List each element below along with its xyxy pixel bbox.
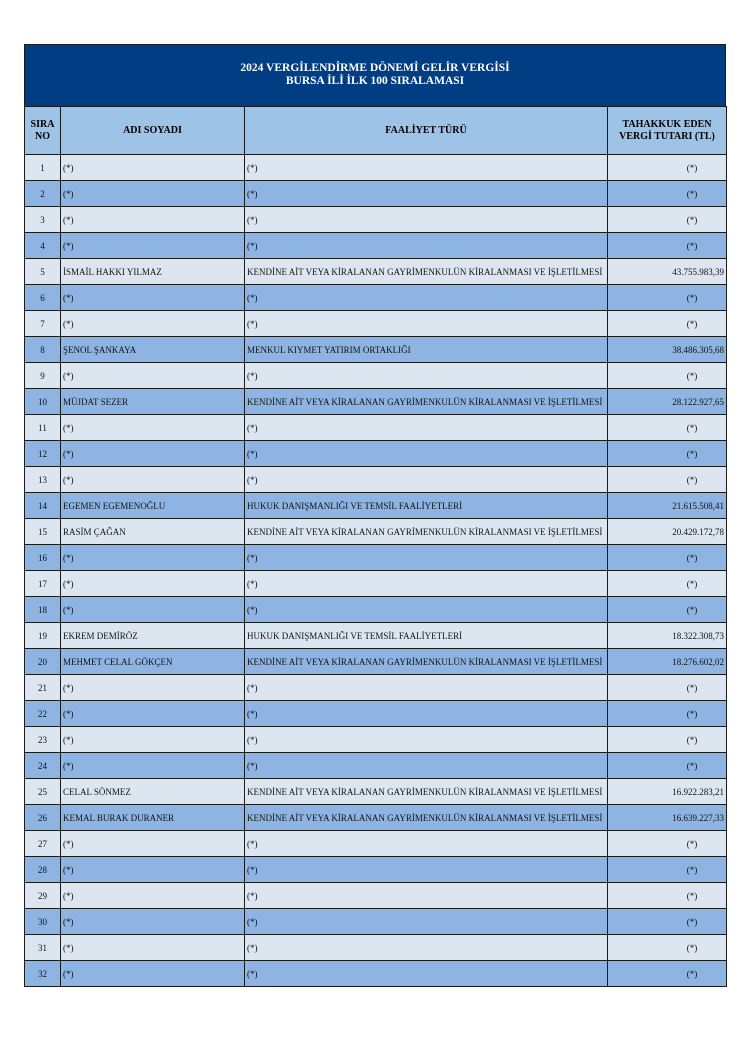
header-tutar-line-2: VERGİ TUTARI (TL) [619, 130, 715, 142]
cell-sira-no: 3 [25, 207, 61, 233]
cell-sira-no: 20 [25, 649, 61, 675]
table-row [25, 805, 727, 831]
table-title [24, 44, 726, 106]
cell-faaliyet-turu: (*) [245, 181, 608, 207]
cell-sira-no: 13 [25, 467, 61, 493]
table-row [25, 701, 727, 727]
cell-faaliyet-turu: (*) [245, 155, 608, 181]
table-row [25, 779, 727, 805]
cell-sira-no: 5 [25, 259, 61, 285]
cell-faaliyet-turu: KENDİNE AİT VEYA KİRALANAN GAYRİMENKULÜN KİRALANMASI VE İŞLETİLMESİ [245, 779, 608, 805]
cell-sira-no: 15 [25, 519, 61, 545]
cell-faaliyet-turu: (*) [245, 571, 608, 597]
header-vergi-tutari [608, 107, 727, 155]
header-sira-no [25, 107, 61, 155]
cell-vergi-tutari: 43.755.983,39 [608, 259, 727, 285]
table-row [25, 675, 727, 701]
cell-sira-no: 7 [25, 311, 61, 337]
cell-adi-soyadi: (*) [61, 727, 245, 753]
cell-adi-soyadi: (*) [61, 571, 245, 597]
cell-adi-soyadi: (*) [61, 675, 245, 701]
cell-vergi-tutari: (*) [608, 701, 727, 727]
tax-ranking-sheet [24, 44, 726, 987]
header-row [25, 107, 727, 155]
cell-vergi-tutari: 16.922.283,21 [608, 779, 727, 805]
cell-vergi-tutari: 18.322.308,73 [608, 623, 727, 649]
cell-faaliyet-turu: (*) [245, 233, 608, 259]
cell-adi-soyadi: EKREM DEMİRÖZ [61, 623, 245, 649]
table-row [25, 363, 727, 389]
cell-vergi-tutari: (*) [608, 181, 727, 207]
table-row [25, 207, 727, 233]
cell-sira-no: 8 [25, 337, 61, 363]
cell-sira-no: 17 [25, 571, 61, 597]
cell-sira-no: 16 [25, 545, 61, 571]
cell-sira-no: 9 [25, 363, 61, 389]
cell-adi-soyadi: (*) [61, 181, 245, 207]
cell-adi-soyadi: (*) [61, 909, 245, 935]
table-row [25, 181, 727, 207]
table-row [25, 753, 727, 779]
table-row [25, 389, 727, 415]
cell-faaliyet-turu: (*) [245, 467, 608, 493]
table-row [25, 597, 727, 623]
cell-sira-no: 11 [25, 415, 61, 441]
cell-adi-soyadi: (*) [61, 883, 245, 909]
cell-vergi-tutari: (*) [608, 857, 727, 883]
cell-vergi-tutari: (*) [608, 883, 727, 909]
cell-sira-no: 22 [25, 701, 61, 727]
cell-faaliyet-turu: (*) [245, 311, 608, 337]
cell-vergi-tutari: (*) [608, 961, 727, 987]
cell-faaliyet-turu: (*) [245, 909, 608, 935]
cell-adi-soyadi: (*) [61, 207, 245, 233]
cell-faaliyet-turu: HUKUK DANIŞMANLIĞI VE TEMSİL FAALİYETLERİ [245, 493, 608, 519]
cell-adi-soyadi: CELAL SÖNMEZ [61, 779, 245, 805]
cell-sira-no: 21 [25, 675, 61, 701]
cell-faaliyet-turu: (*) [245, 727, 608, 753]
table-row [25, 415, 727, 441]
cell-vergi-tutari: (*) [608, 571, 727, 597]
cell-adi-soyadi: (*) [61, 831, 245, 857]
cell-faaliyet-turu: KENDİNE AİT VEYA KİRALANAN GAYRİMENKULÜN KİRALANMASI VE İŞLETİLMESİ [245, 649, 608, 675]
cell-sira-no: 12 [25, 441, 61, 467]
table-row [25, 961, 727, 987]
cell-vergi-tutari: (*) [608, 155, 727, 181]
cell-sira-no: 18 [25, 597, 61, 623]
table-body [25, 155, 727, 987]
ranking-table [24, 106, 727, 987]
cell-faaliyet-turu: KENDİNE AİT VEYA KİRALANAN GAYRİMENKULÜN KİRALANMASI VE İŞLETİLMESİ [245, 259, 608, 285]
cell-adi-soyadi: (*) [61, 753, 245, 779]
cell-vergi-tutari: 28.122.927,65 [608, 389, 727, 415]
table-row [25, 545, 727, 571]
cell-faaliyet-turu: (*) [245, 961, 608, 987]
cell-faaliyet-turu: (*) [245, 415, 608, 441]
cell-sira-no: 10 [25, 389, 61, 415]
cell-adi-soyadi: (*) [61, 363, 245, 389]
cell-sira-no: 1 [25, 155, 61, 181]
cell-faaliyet-turu: (*) [245, 207, 608, 233]
cell-faaliyet-turu: (*) [245, 701, 608, 727]
cell-sira-no: 2 [25, 181, 61, 207]
cell-vergi-tutari: 21.615.508,41 [608, 493, 727, 519]
table-row [25, 259, 727, 285]
table-row [25, 467, 727, 493]
cell-faaliyet-turu: (*) [245, 363, 608, 389]
cell-faaliyet-turu: (*) [245, 935, 608, 961]
cell-sira-no: 19 [25, 623, 61, 649]
table-row [25, 623, 727, 649]
header-tutar-line-1: TAHAKKUK EDEN [622, 118, 712, 130]
cell-sira-no: 32 [25, 961, 61, 987]
cell-vergi-tutari: (*) [608, 753, 727, 779]
cell-vergi-tutari: (*) [608, 467, 727, 493]
cell-vergi-tutari: (*) [608, 909, 727, 935]
cell-faaliyet-turu: (*) [245, 753, 608, 779]
table-row [25, 831, 727, 857]
cell-vergi-tutari: (*) [608, 675, 727, 701]
cell-adi-soyadi: (*) [61, 597, 245, 623]
cell-faaliyet-turu: (*) [245, 441, 608, 467]
header-sira-line-1: SIRA [30, 118, 55, 130]
cell-vergi-tutari: (*) [608, 233, 727, 259]
cell-faaliyet-turu: (*) [245, 883, 608, 909]
cell-adi-soyadi: (*) [61, 233, 245, 259]
table-row [25, 337, 727, 363]
cell-sira-no: 14 [25, 493, 61, 519]
cell-adi-soyadi: (*) [61, 285, 245, 311]
cell-sira-no: 26 [25, 805, 61, 831]
table-row [25, 233, 727, 259]
table-row [25, 155, 727, 181]
cell-sira-no: 6 [25, 285, 61, 311]
cell-vergi-tutari: 16.639.227,33 [608, 805, 727, 831]
cell-adi-soyadi: (*) [61, 701, 245, 727]
cell-faaliyet-turu: (*) [245, 285, 608, 311]
cell-sira-no: 25 [25, 779, 61, 805]
header-faaliyet-turu: FAALİYET TÜRÜ [245, 107, 608, 155]
cell-adi-soyadi: (*) [61, 545, 245, 571]
cell-adi-soyadi: MÜJDAT SEZER [61, 389, 245, 415]
header-sira-line-2: NO [35, 130, 50, 142]
title-line-1: 2024 VERGİLENDİRME DÖNEMİ GELİR VERGİSİ [240, 62, 510, 74]
cell-vergi-tutari: (*) [608, 727, 727, 753]
table-row [25, 311, 727, 337]
cell-vergi-tutari: (*) [608, 831, 727, 857]
cell-vergi-tutari: (*) [608, 415, 727, 441]
cell-vergi-tutari: (*) [608, 207, 727, 233]
cell-faaliyet-turu: (*) [245, 545, 608, 571]
cell-adi-soyadi: (*) [61, 467, 245, 493]
cell-sira-no: 4 [25, 233, 61, 259]
cell-faaliyet-turu: MENKUL KIYMET YATIRIM ORTAKLIĞI [245, 337, 608, 363]
table-row [25, 649, 727, 675]
table-row [25, 519, 727, 545]
cell-adi-soyadi: (*) [61, 857, 245, 883]
table-row [25, 727, 727, 753]
cell-vergi-tutari: (*) [608, 545, 727, 571]
cell-faaliyet-turu: KENDİNE AİT VEYA KİRALANAN GAYRİMENKULÜN KİRALANMASI VE İŞLETİLMESİ [245, 805, 608, 831]
cell-sira-no: 30 [25, 909, 61, 935]
cell-adi-soyadi: RASİM ÇAĞAN [61, 519, 245, 545]
cell-vergi-tutari: (*) [608, 597, 727, 623]
cell-adi-soyadi: (*) [61, 935, 245, 961]
cell-vergi-tutari: (*) [608, 441, 727, 467]
cell-vergi-tutari: 18.276.602,02 [608, 649, 727, 675]
cell-faaliyet-turu: (*) [245, 857, 608, 883]
cell-vergi-tutari: 38.486.305,68 [608, 337, 727, 363]
cell-adi-soyadi: (*) [61, 311, 245, 337]
table-row [25, 285, 727, 311]
cell-adi-soyadi: (*) [61, 961, 245, 987]
table-row [25, 441, 727, 467]
title-line-2: BURSA İLİ İLK 100 SIRALAMASI [285, 75, 465, 87]
cell-faaliyet-turu: HUKUK DANIŞMANLIĞI VE TEMSİL FAALİYETLERİ [245, 623, 608, 649]
table-row [25, 883, 727, 909]
cell-adi-soyadi: (*) [61, 155, 245, 181]
table-row [25, 909, 727, 935]
table-row [25, 935, 727, 961]
cell-sira-no: 28 [25, 857, 61, 883]
cell-faaliyet-turu: (*) [245, 831, 608, 857]
cell-vergi-tutari: 20.429.172,78 [608, 519, 727, 545]
cell-adi-soyadi: İSMAİL HAKKI YILMAZ [61, 259, 245, 285]
cell-faaliyet-turu: (*) [245, 675, 608, 701]
cell-sira-no: 24 [25, 753, 61, 779]
table-row [25, 571, 727, 597]
cell-vergi-tutari: (*) [608, 935, 727, 961]
cell-vergi-tutari: (*) [608, 285, 727, 311]
cell-adi-soyadi: ŞENOL ŞANKAYA [61, 337, 245, 363]
cell-sira-no: 27 [25, 831, 61, 857]
table-row [25, 857, 727, 883]
cell-adi-soyadi: (*) [61, 415, 245, 441]
cell-adi-soyadi: (*) [61, 441, 245, 467]
cell-adi-soyadi: EGEMEN EGEMENOĞLU [61, 493, 245, 519]
cell-faaliyet-turu: (*) [245, 597, 608, 623]
cell-vergi-tutari: (*) [608, 363, 727, 389]
cell-adi-soyadi: MEHMET CELAL GÖKÇEN [61, 649, 245, 675]
cell-adi-soyadi: KEMAL BURAK DURANER [61, 805, 245, 831]
cell-sira-no: 29 [25, 883, 61, 909]
cell-sira-no: 31 [25, 935, 61, 961]
table-row [25, 493, 727, 519]
cell-vergi-tutari: (*) [608, 311, 727, 337]
cell-faaliyet-turu: KENDİNE AİT VEYA KİRALANAN GAYRİMENKULÜN KİRALANMASI VE İŞLETİLMESİ [245, 389, 608, 415]
cell-sira-no: 23 [25, 727, 61, 753]
cell-faaliyet-turu: KENDİNE AİT VEYA KİRALANAN GAYRİMENKULÜN KİRALANMASI VE İŞLETİLMESİ [245, 519, 608, 545]
header-adi-soyadi: ADI SOYADI [61, 107, 245, 155]
